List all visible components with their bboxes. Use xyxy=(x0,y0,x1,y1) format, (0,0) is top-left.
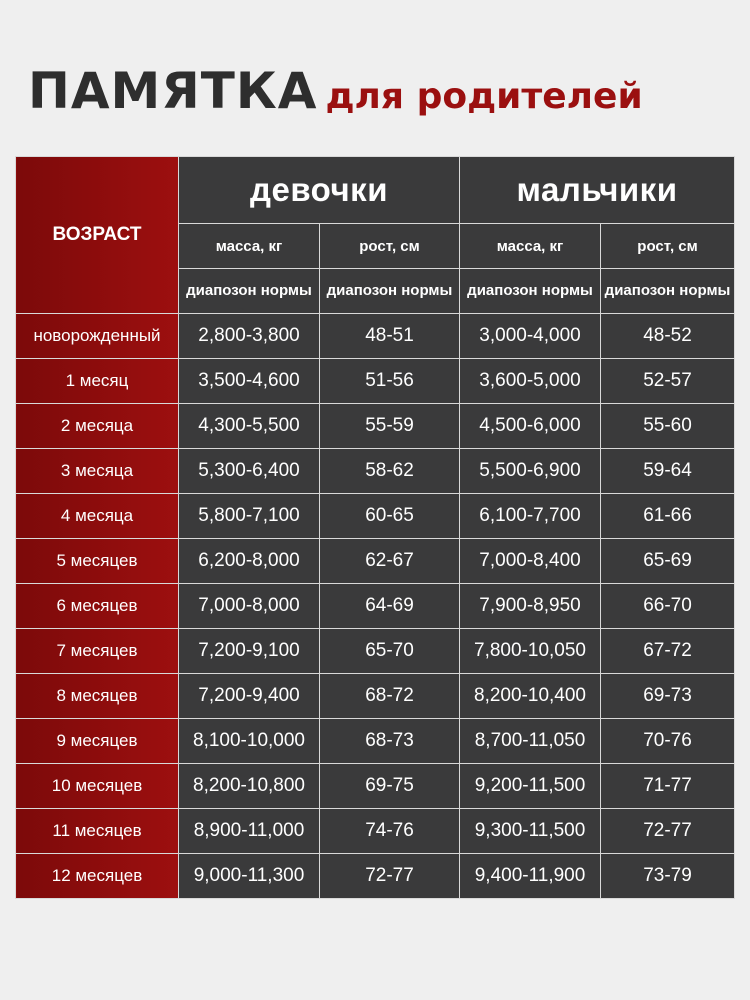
age-column-header: ВОЗРАСТ xyxy=(16,157,179,314)
boys-height-cell: 69-73 xyxy=(601,674,735,719)
girls-height-cell: 68-72 xyxy=(320,674,460,719)
girls-height-cell: 74-76 xyxy=(320,809,460,854)
boys-height-range-label: диапозон нормы xyxy=(601,269,735,314)
table-row xyxy=(16,809,735,854)
table-row xyxy=(16,359,735,404)
girls-height-cell: 64-69 xyxy=(320,584,460,629)
boys-mass-cell: 7,900-8,950 xyxy=(460,584,601,629)
girls-height-cell: 62-67 xyxy=(320,539,460,584)
table-row xyxy=(16,314,735,359)
girls-mass-cell: 4,300-5,500 xyxy=(179,404,320,449)
boys-mass-header: масса, кг xyxy=(460,224,601,269)
girls-mass-cell: 7,000-8,000 xyxy=(179,584,320,629)
table-row xyxy=(16,719,735,764)
girls-height-cell: 48-51 xyxy=(320,314,460,359)
boys-height-cell: 52-57 xyxy=(601,359,735,404)
age-cell: 2 месяца xyxy=(16,404,179,449)
table-row xyxy=(16,539,735,584)
boys-height-header: рост, см xyxy=(601,224,735,269)
title-sub: для родителей xyxy=(325,76,643,117)
girls-height-cell: 60-65 xyxy=(320,494,460,539)
growth-norms-table xyxy=(15,156,735,899)
boys-height-cell: 73-79 xyxy=(601,854,735,899)
boys-mass-cell: 3,600-5,000 xyxy=(460,359,601,404)
boys-mass-cell: 4,500-6,000 xyxy=(460,404,601,449)
boys-mass-cell: 7,800-10,050 xyxy=(460,629,601,674)
girls-height-cell: 68-73 xyxy=(320,719,460,764)
girls-mass-cell: 8,200-10,800 xyxy=(179,764,320,809)
boys-height-cell: 70-76 xyxy=(601,719,735,764)
table-row xyxy=(16,854,735,899)
boys-height-cell: 55-60 xyxy=(601,404,735,449)
boys-header: мальчики xyxy=(460,157,735,224)
age-cell: 5 месяцев xyxy=(16,539,179,584)
boys-mass-cell: 7,000-8,400 xyxy=(460,539,601,584)
boys-mass-cell: 9,200-11,500 xyxy=(460,764,601,809)
age-cell: 9 месяцев xyxy=(16,719,179,764)
boys-mass-range-label: диапозон нормы xyxy=(460,269,601,314)
girls-header: девочки xyxy=(179,157,460,224)
boys-height-cell: 67-72 xyxy=(601,629,735,674)
table-row xyxy=(16,404,735,449)
boys-height-cell: 71-77 xyxy=(601,764,735,809)
boys-mass-cell: 8,700-11,050 xyxy=(460,719,601,764)
age-cell: 11 месяцев xyxy=(16,809,179,854)
boys-height-cell: 65-69 xyxy=(601,539,735,584)
girls-height-cell: 58-62 xyxy=(320,449,460,494)
boys-mass-cell: 6,100-7,700 xyxy=(460,494,601,539)
girls-mass-cell: 2,800-3,800 xyxy=(179,314,320,359)
title-main: ПАМЯТКА xyxy=(28,62,318,120)
girls-mass-cell: 7,200-9,100 xyxy=(179,629,320,674)
table-row xyxy=(16,449,735,494)
boys-mass-cell: 8,200-10,400 xyxy=(460,674,601,719)
boys-mass-cell: 9,400-11,900 xyxy=(460,854,601,899)
girls-mass-cell: 6,200-8,000 xyxy=(179,539,320,584)
girls-height-cell: 55-59 xyxy=(320,404,460,449)
boys-height-cell: 66-70 xyxy=(601,584,735,629)
age-cell: 1 месяц xyxy=(16,359,179,404)
table-row xyxy=(16,584,735,629)
page-title xyxy=(28,62,728,142)
age-cell: 6 месяцев xyxy=(16,584,179,629)
age-cell: 12 месяцев xyxy=(16,854,179,899)
girls-height-header: рост, см xyxy=(320,224,460,269)
table-row xyxy=(16,764,735,809)
girls-mass-cell: 5,800-7,100 xyxy=(179,494,320,539)
girls-mass-cell: 9,000-11,300 xyxy=(179,854,320,899)
boys-height-cell: 72-77 xyxy=(601,809,735,854)
girls-height-cell: 65-70 xyxy=(320,629,460,674)
table-row xyxy=(16,494,735,539)
girls-height-range-label: диапозон нормы xyxy=(320,269,460,314)
age-cell: 3 месяца xyxy=(16,449,179,494)
girls-height-cell: 69-75 xyxy=(320,764,460,809)
boys-mass-cell: 9,300-11,500 xyxy=(460,809,601,854)
girls-mass-cell: 5,300-6,400 xyxy=(179,449,320,494)
girls-mass-cell: 3,500-4,600 xyxy=(179,359,320,404)
girls-mass-cell: 8,100-10,000 xyxy=(179,719,320,764)
age-cell: 8 месяцев xyxy=(16,674,179,719)
girls-mass-cell: 8,900-11,000 xyxy=(179,809,320,854)
girls-height-cell: 72-77 xyxy=(320,854,460,899)
table-row xyxy=(16,629,735,674)
age-cell: 7 месяцев xyxy=(16,629,179,674)
girls-mass-header: масса, кг xyxy=(179,224,320,269)
age-cell: 4 месяца xyxy=(16,494,179,539)
boys-mass-cell: 3,000-4,000 xyxy=(460,314,601,359)
table-row xyxy=(16,674,735,719)
boys-height-cell: 61-66 xyxy=(601,494,735,539)
boys-height-cell: 59-64 xyxy=(601,449,735,494)
group-header-row xyxy=(16,157,735,224)
boys-height-cell: 48-52 xyxy=(601,314,735,359)
girls-mass-range-label: диапозон нормы xyxy=(179,269,320,314)
girls-mass-cell: 7,200-9,400 xyxy=(179,674,320,719)
age-cell: 10 месяцев xyxy=(16,764,179,809)
age-cell: новорожденный xyxy=(16,314,179,359)
boys-mass-cell: 5,500-6,900 xyxy=(460,449,601,494)
girls-height-cell: 51-56 xyxy=(320,359,460,404)
